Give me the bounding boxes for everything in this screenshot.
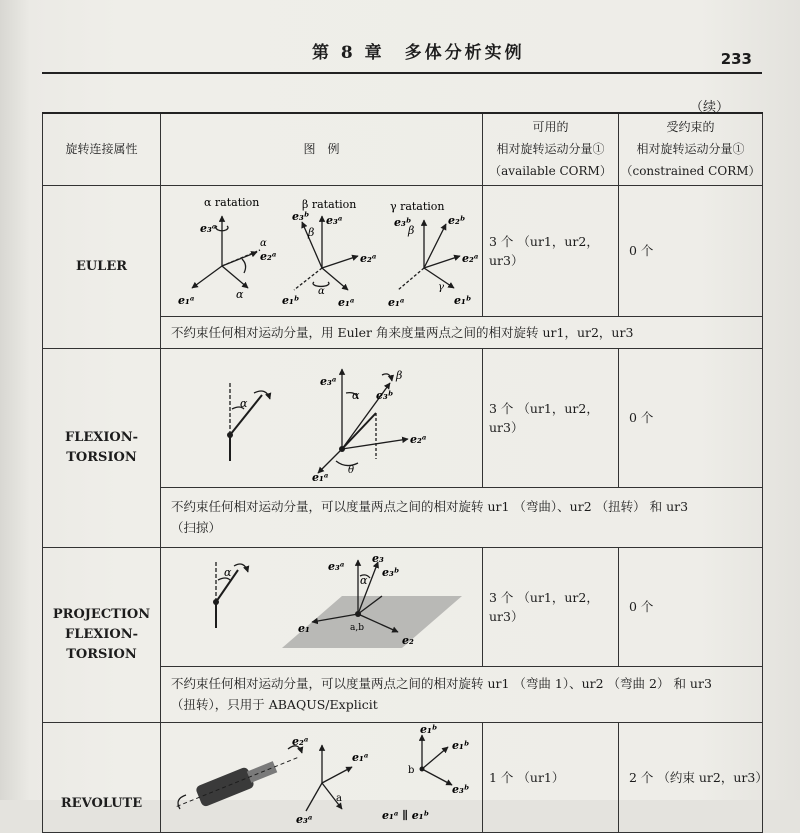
- constrained-header-line1: 受约束的: [666, 120, 715, 135]
- svg-text:e₃: e₃: [371, 551, 384, 565]
- page-number: 233: [720, 50, 752, 68]
- svg-text:e₃ᵇ: e₃ᵇ: [291, 209, 309, 223]
- svg-text:α: α: [223, 565, 231, 579]
- constrained-count-projection: 0 个: [619, 547, 763, 666]
- available-count-projection: 3 个 （ur1，ur2，ur3）: [483, 547, 619, 666]
- table-row-projection-flexion-torsion: [43, 547, 763, 666]
- svg-text:α: α: [359, 573, 367, 587]
- svg-text:e₃ᵃ: e₃ᵃ: [325, 213, 342, 227]
- chapter-title: 第 8 章 多体分析实例: [312, 43, 525, 63]
- description-projection: [161, 666, 763, 722]
- svg-text:e₂ᵃ: e₂ᵃ: [461, 251, 478, 265]
- description-flexion-torsion-line2: （扫掠）: [171, 520, 222, 535]
- rotation-connection-table: [42, 112, 768, 833]
- svg-text:e₁ᵇ: e₁ᵇ: [453, 293, 471, 307]
- continued-label: （续）: [690, 100, 730, 115]
- svg-text:e₁ᵃ: e₁ᵃ: [337, 295, 354, 309]
- svg-text:e₁ᵃ ∥ e₁ᵇ: e₁ᵃ ∥ e₁ᵇ: [381, 808, 429, 822]
- svg-text:e₁ᵇ: e₁ᵇ: [419, 722, 437, 736]
- projection-figure: [161, 547, 483, 666]
- svg-text:e₃ᵇ: e₃ᵇ: [381, 565, 399, 579]
- svg-text:e₃ᵇ: e₃ᵇ: [375, 388, 393, 402]
- svg-text:e₃ᵃ: e₃ᵃ: [199, 221, 216, 235]
- table-row-flexion-torsion: [43, 348, 763, 487]
- flexion-torsion-diagram: [162, 349, 482, 483]
- row-name-flexion-torsion: FLEXION-TORSION: [43, 348, 161, 547]
- constrained-count-flexion-torsion: 0 个: [619, 348, 763, 487]
- euler-diagram: [162, 186, 482, 312]
- available-header-line1: 可用的: [532, 120, 569, 135]
- constrained-count-revolute: 2 个 （约束 ur2，ur3）: [619, 722, 763, 832]
- gamma-rotation-label: γ ratation: [389, 199, 445, 213]
- svg-text:e₁ᵇ: e₁ᵇ: [281, 293, 299, 307]
- description-flexion-torsion-line1: 不约束任何相对运动分量，可以度量两点之间的相对旋转 ur1 （弯曲）、ur2 （扭转） 和 ur3: [171, 499, 689, 514]
- col-header-legend: 图 例: [161, 113, 483, 185]
- svg-text:α: α: [239, 396, 247, 410]
- col-header-attribute: 旋转连接属性: [43, 113, 161, 185]
- svg-text:e₂ᵃ: e₂ᵃ: [409, 432, 426, 446]
- revolute-diagram: [162, 723, 482, 823]
- header-rule: [42, 72, 762, 74]
- svg-text:e₂ᵇ: e₂ᵇ: [447, 213, 465, 227]
- constrained-header-line2: 相对旋转运动分量①: [636, 142, 745, 157]
- svg-text:e₃ᵇ: e₃ᵇ: [393, 215, 411, 229]
- svg-text:e₂ᵃ: e₂ᵃ: [259, 249, 276, 263]
- svg-text:α: α: [259, 237, 267, 249]
- svg-text:e₃ᵃ: e₃ᵃ: [319, 374, 336, 388]
- table-row-revolute: [43, 722, 763, 832]
- beta-rotation-label: β ratation: [301, 197, 356, 211]
- row-name-projection-flexion-torsion: [43, 547, 161, 722]
- svg-text:β: β: [307, 225, 314, 239]
- svg-text:α: α: [235, 287, 243, 301]
- euler-figure: [161, 185, 483, 316]
- svg-text:e₃ᵃ: e₃ᵃ: [327, 559, 344, 573]
- constrained-header-line3: （constrained CORM）: [620, 164, 761, 179]
- available-count-revolute: 1 个 （ur1）: [483, 722, 619, 832]
- svg-text:a: a: [335, 792, 342, 804]
- row-name-revolute: REVOLUTE: [43, 722, 161, 832]
- available-header-line2: 相对旋转运动分量①: [496, 142, 605, 157]
- constrained-count-euler: 0 个: [619, 185, 763, 316]
- description-euler: [161, 316, 763, 348]
- col-header-constrained: [619, 113, 763, 185]
- page-header: [42, 30, 762, 70]
- table-row-euler: [43, 185, 763, 316]
- revolute-figure: [161, 722, 483, 832]
- svg-text:α: α: [351, 388, 359, 402]
- projection-name-line1: PROJECTION: [52, 606, 151, 622]
- svg-text:e₁: e₁: [297, 621, 310, 635]
- description-projection-line1: 不约束任何相对运动分量，可以度量两点之间的相对旋转 ur1 （弯曲 1）、ur2 （弯曲 2） 和 ur3: [171, 676, 712, 691]
- svg-text:e₁ᵃ: e₁ᵃ: [177, 293, 194, 307]
- svg-text:e₂ᵃ: e₂ᵃ: [359, 251, 376, 265]
- row-name-euler: EULER: [43, 185, 161, 348]
- svg-text:e₁ᵃ: e₁ᵃ: [351, 750, 368, 764]
- svg-text:γ: γ: [437, 281, 444, 293]
- svg-text:β: β: [395, 368, 402, 382]
- svg-text:e₂ᵃ: e₂ᵃ: [291, 734, 308, 748]
- col-header-available: [483, 113, 619, 185]
- flexion-torsion-figure: [161, 348, 483, 487]
- svg-text:e₃ᵃ: e₃ᵃ: [295, 812, 312, 823]
- description-euler-line1: 不约束任何相对运动分量，用 Euler 角来度量两点之间的相对旋转 ur1，ur2，ur3: [171, 324, 634, 340]
- available-header-line3: （available CORM）: [489, 164, 612, 179]
- available-count-flexion-torsion: 3 个 （ur1，ur2，ur3）: [483, 348, 619, 487]
- alpha-rotation-label: α ratation: [203, 195, 259, 209]
- svg-text:e₃ᵇ: e₃ᵇ: [451, 782, 469, 796]
- description-flexion-torsion: [161, 487, 763, 547]
- projection-diagram: [162, 548, 482, 662]
- description-projection-line2: （扭转），只用于 ABAQUS/Explicit: [171, 697, 378, 712]
- table-header-row: [43, 113, 763, 185]
- svg-text:β: β: [407, 223, 414, 237]
- svg-text:α: α: [317, 285, 325, 297]
- svg-text:e₁ᵃ: e₁ᵃ: [311, 470, 328, 483]
- svg-text:a,b: a,b: [349, 622, 364, 633]
- svg-text:e₂: e₂: [401, 633, 414, 647]
- available-count-euler: 3 个 （ur1，ur2，ur3）: [483, 185, 619, 316]
- svg-text:e₁ᵇ: e₁ᵇ: [451, 738, 469, 752]
- svg-text:b: b: [407, 764, 414, 776]
- svg-text:e₁ᵃ: e₁ᵃ: [387, 295, 404, 309]
- projection-name-line2: FLEXION-TORSION: [64, 626, 139, 662]
- svg-text:θ: θ: [347, 464, 354, 476]
